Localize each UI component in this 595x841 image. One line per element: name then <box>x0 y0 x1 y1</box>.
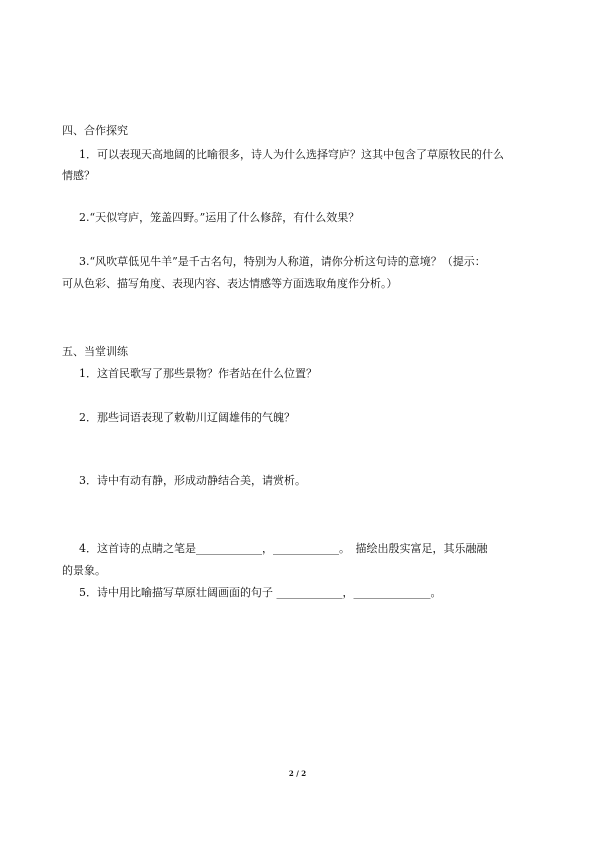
section4-question1-line1: 1．可以表现天高地阔的比喻很多，诗人为什么选择穹庐？这其中包含了草原牧民的什么 <box>79 148 504 161</box>
section4-question3-line1: 3.“风吹草低见牛羊”是千古名句，特别为人称道，请你分析这句诗的意境？（提示： <box>79 255 486 268</box>
section4-heading: 四、合作探究 <box>62 124 128 137</box>
section5-question4-line2: 的景象。 <box>62 564 106 577</box>
section5-heading: 五、当堂训练 <box>62 345 128 358</box>
section5-question2: 2．那些词语表现了敕勒川辽阔雄伟的气魄？ <box>79 411 295 424</box>
section5-question3: 3．诗中有动有静，形成动静结合美，请赏析。 <box>79 474 306 487</box>
section5-question1: 1．这首民歌写了那些景物？作者站在什么位置？ <box>79 367 317 380</box>
section5-question5: 5．诗中用比喻描写草原壮阔画面的句子 ____________，______________。 <box>79 586 442 599</box>
section4-question2: 2.“天似穹庐，笼盖四野。”运用了什么修辞，有什么效果？ <box>79 211 360 224</box>
section5-question4-line1: 4．这首诗的点睛之笔是____________，____________。 描绘出殷实富足，其乐融融 <box>79 542 488 555</box>
page-number: 2 / 2 <box>288 769 307 778</box>
section4-question3-line2: 可从色彩、描写角度、表现内容、表达情感等方面选取角度作分析。） <box>62 277 398 290</box>
section4-question1-line2: 情感？ <box>62 169 95 182</box>
